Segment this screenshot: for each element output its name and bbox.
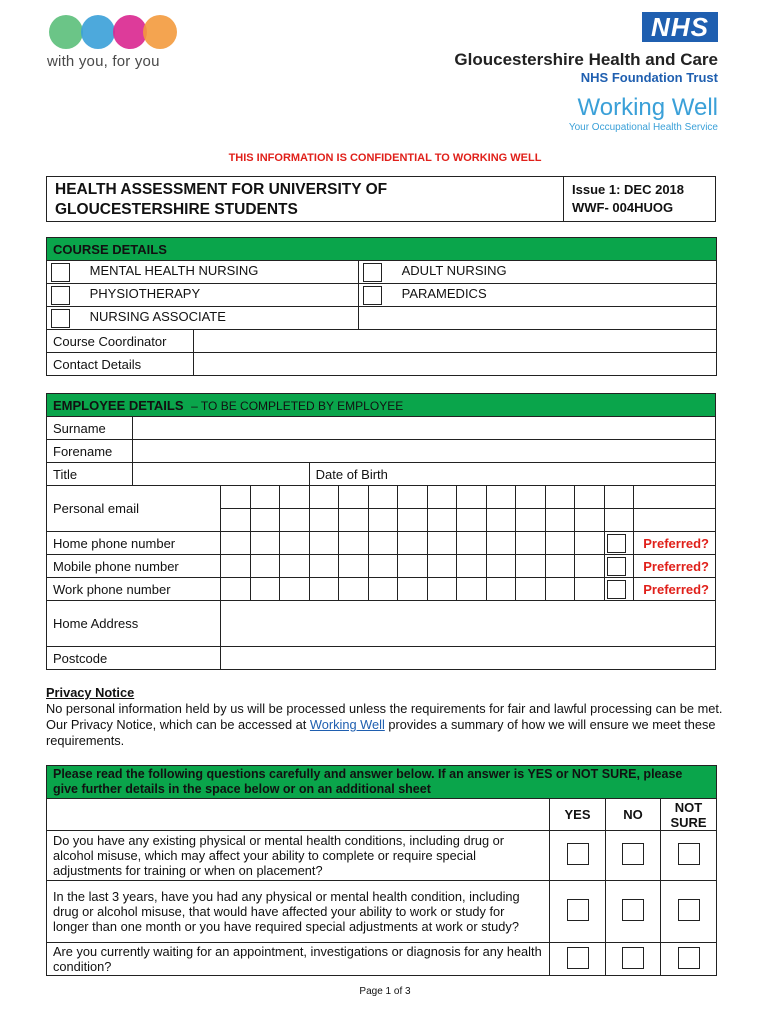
checkbox-q1-yes[interactable]: [567, 843, 589, 865]
home-address-label: Home Address: [47, 601, 221, 647]
email-char-cell[interactable]: [221, 509, 251, 532]
email-char-cell[interactable]: [250, 486, 280, 509]
phone-digit-cell[interactable]: [457, 578, 487, 601]
email-char-cell[interactable]: [516, 486, 546, 509]
nhs-logo: NHS: [642, 12, 718, 42]
course-option-label: PARAMEDICS: [401, 286, 487, 302]
employee-heading-label: EMPLOYEE DETAILS: [53, 397, 184, 413]
answer-cell-no: [606, 831, 661, 881]
answer-cell-no: [606, 943, 661, 976]
email-char-cell[interactable]: [545, 486, 575, 509]
email-char-cell[interactable]: [427, 486, 457, 509]
checkbox-q3-not-sure[interactable]: [678, 947, 700, 969]
phone-digit-cell[interactable]: [575, 555, 605, 578]
email-char-cell[interactable]: [309, 509, 339, 532]
surname-field[interactable]: [132, 417, 715, 440]
page-number: Page 1 of 3: [359, 986, 411, 997]
email-char-cell[interactable]: [486, 509, 516, 532]
phone-digit-cell[interactable]: [280, 555, 310, 578]
health-questions-table: [46, 765, 717, 976]
privacy-text-before: No personal information held by us will be processed unless the requirements for fair and lawful processing can be met. Our Privacy Notice, which can be accessed at: [46, 701, 723, 732]
phone-digit-cell[interactable]: [545, 578, 575, 601]
phone-digit-cell[interactable]: [486, 578, 516, 601]
privacy-text-after: provides a summary of how we will ensure we meet these requirements.: [46, 717, 716, 748]
mobile-phone-preferred-cell: [604, 555, 634, 578]
answer-cell-not-sure: [661, 943, 717, 976]
course-option-nursing-associate: [47, 307, 359, 330]
course-option-label: PHYSIOTHERAPY: [89, 286, 201, 302]
postcode-field[interactable]: [221, 647, 716, 670]
trust-name: NHS Foundation Trust: [580, 70, 718, 85]
email-char-cell[interactable]: [545, 509, 575, 532]
home-address-field[interactable]: [221, 601, 716, 647]
phone-digit-cell[interactable]: [575, 532, 605, 555]
working-well-link[interactable]: Working Well: [309, 717, 385, 732]
checkbox-work-preferred[interactable]: [607, 580, 626, 599]
answer-header-yes: YES: [550, 799, 606, 831]
phone-digit-cell[interactable]: [339, 578, 369, 601]
course-option-physiotherapy: [47, 284, 359, 307]
phone-digit-cell[interactable]: [250, 555, 280, 578]
forename-label: Forename: [47, 440, 133, 463]
contact-details-field[interactable]: [194, 353, 717, 376]
phone-digit-cell[interactable]: [516, 532, 546, 555]
employee-heading-sub: – TO BE COMPLETED BY EMPLOYEE: [191, 398, 404, 413]
answer-cell-no: [606, 881, 661, 943]
email-char-cell[interactable]: [280, 509, 310, 532]
home-phone-label: Home phone number: [47, 532, 221, 555]
question-text: In the last 3 years, have you had any physical or mental health condition, including drug or alcohol misuse, that would have affected your ability to work or study for longer than one month or you have required special adjustments at work or study?: [47, 881, 550, 943]
dob-label: Date of Birth: [309, 463, 427, 486]
phone-digit-cell[interactable]: [516, 555, 546, 578]
answer-cell-yes: [550, 831, 606, 881]
employee-details-table: [46, 393, 716, 670]
phone-digit-cell[interactable]: [221, 578, 251, 601]
question-text: Are you currently waiting for an appointment, investigations or diagnosis for any health condition?: [47, 943, 550, 976]
checkbox-nursing-associate[interactable]: [51, 309, 70, 328]
checkbox-q1-not-sure[interactable]: [678, 843, 700, 865]
answer-cell-not-sure: [661, 831, 717, 881]
form-title-line1: HEALTH ASSESSMENT FOR UNIVERSITY OF: [55, 181, 388, 198]
email-char-cell[interactable]: [221, 486, 251, 509]
phone-digit-cell[interactable]: [457, 555, 487, 578]
phone-digit-cell[interactable]: [575, 578, 605, 601]
mobile-phone-label: Mobile phone number: [47, 555, 221, 578]
checkbox-q3-yes[interactable]: [567, 947, 589, 969]
issue-label: Issue 1: DEC 2018: [572, 182, 685, 197]
org-name: Gloucestershire Health and Care: [454, 50, 718, 69]
email-char-cell[interactable]: [339, 486, 369, 509]
checkbox-q2-no[interactable]: [622, 899, 644, 921]
course-option-adult-nursing: [359, 261, 717, 284]
course-option-label: NURSING ASSOCIATE: [89, 309, 226, 325]
phone-digit-cell[interactable]: [250, 578, 280, 601]
mobile-phone-preferred-label: Preferred?: [634, 555, 716, 578]
email-char-cell[interactable]: [604, 486, 634, 509]
phone-digit-cell[interactable]: [457, 532, 487, 555]
work-phone-preferred-label: Preferred?: [634, 578, 716, 601]
email-char-cell[interactable]: [634, 509, 716, 532]
course-option-label: ADULT NURSING: [401, 263, 507, 279]
answer-header-not-sure: NOT SURE: [661, 799, 717, 831]
email-char-cell[interactable]: [309, 486, 339, 509]
email-char-cell[interactable]: [457, 509, 487, 532]
phone-digit-cell[interactable]: [280, 578, 310, 601]
phone-digit-cell[interactable]: [545, 532, 575, 555]
employee-details-heading: [47, 394, 716, 417]
phone-digit-cell[interactable]: [250, 532, 280, 555]
checkbox-adult-nursing[interactable]: [363, 263, 382, 282]
phone-digit-cell[interactable]: [221, 555, 251, 578]
answer-header-no: NO: [606, 799, 661, 831]
email-char-cell[interactable]: [398, 509, 428, 532]
dob-field[interactable]: [427, 463, 715, 486]
working-well-logo: Working Well: [577, 94, 718, 121]
questions-header-blank: [47, 799, 550, 831]
phone-digit-cell[interactable]: [398, 532, 428, 555]
email-char-cell[interactable]: [486, 486, 516, 509]
empty-cell: [359, 307, 717, 330]
email-char-cell[interactable]: [250, 509, 280, 532]
course-details-heading: COURSE DETAILS: [47, 238, 717, 261]
phone-digit-cell[interactable]: [339, 532, 369, 555]
phone-digit-cell[interactable]: [398, 555, 428, 578]
phone-digit-cell[interactable]: [545, 555, 575, 578]
course-details-table: [46, 237, 717, 376]
email-char-cell[interactable]: [457, 486, 487, 509]
form-title-line2: GLOUCESTERSHIRE STUDENTS: [55, 201, 298, 218]
checkbox-q1-no[interactable]: [622, 843, 644, 865]
personal-email-label: Personal email: [47, 486, 221, 532]
answer-cell-yes: [550, 943, 606, 976]
checkbox-physiotherapy[interactable]: [51, 286, 70, 305]
form-title-block: [46, 176, 716, 222]
phone-digit-cell[interactable]: [221, 532, 251, 555]
gloucestershire-dots-logo: [48, 14, 178, 50]
phone-digit-cell[interactable]: [339, 555, 369, 578]
phone-digit-cell[interactable]: [368, 555, 398, 578]
question-text: Do you have any existing physical or mental health conditions, including drug or alcohol misuse, which may affect your ability to complete or require special adjustments for training or when on placement?: [47, 831, 550, 881]
work-phone-preferred-cell: [604, 578, 634, 601]
checkbox-mobile-preferred[interactable]: [607, 557, 626, 576]
checkbox-q2-not-sure[interactable]: [678, 899, 700, 921]
email-char-cell[interactable]: [575, 509, 605, 532]
postcode-label: Postcode: [47, 647, 221, 670]
course-option-paramedics: [359, 284, 717, 307]
email-char-cell[interactable]: [339, 509, 369, 532]
checkbox-q3-no[interactable]: [622, 947, 644, 969]
surname-label: Surname: [47, 417, 133, 440]
course-coordinator-field[interactable]: [194, 330, 717, 353]
privacy-notice: [46, 685, 726, 749]
form-title: [47, 177, 564, 221]
home-phone-preferred-label: Preferred?: [634, 532, 716, 555]
phone-digit-cell[interactable]: [309, 532, 339, 555]
form-issue: [564, 177, 715, 221]
logo-dot-orange: [143, 15, 177, 49]
tagline: with you, for you: [47, 53, 160, 70]
answer-cell-not-sure: [661, 881, 717, 943]
checkbox-q2-yes[interactable]: [567, 899, 589, 921]
privacy-text: [46, 701, 726, 749]
privacy-heading: Privacy Notice: [46, 685, 135, 700]
phone-digit-cell[interactable]: [486, 532, 516, 555]
home-phone-preferred-cell: [604, 532, 634, 555]
phone-digit-cell[interactable]: [427, 532, 457, 555]
phone-digit-cell[interactable]: [280, 532, 310, 555]
forename-field[interactable]: [132, 440, 715, 463]
email-char-cell[interactable]: [280, 486, 310, 509]
answer-cell-yes: [550, 881, 606, 943]
working-well-subtitle: Your Occupational Health Service: [568, 122, 718, 133]
email-char-cell[interactable]: [368, 486, 398, 509]
phone-digit-cell[interactable]: [486, 555, 516, 578]
course-option-mental-health: [47, 261, 359, 284]
form-reference: WWF- 004HUOG: [572, 200, 674, 215]
email-char-cell[interactable]: [575, 486, 605, 509]
questions-instruction: Please read the following questions carefully and answer below. If an answer is YES or NOT SURE, please give further details in the space below or on an additional sheet: [47, 766, 717, 799]
title-label: Title: [47, 463, 133, 486]
phone-digit-cell[interactable]: [398, 578, 428, 601]
checkbox-paramedics[interactable]: [363, 286, 382, 305]
logo-dot-green: [49, 15, 83, 49]
logo-dot-pink: [113, 15, 147, 49]
contact-details-label: Contact Details: [47, 353, 194, 376]
email-char-cell[interactable]: [604, 509, 634, 532]
checkbox-home-preferred[interactable]: [607, 534, 626, 553]
work-phone-label: Work phone number: [47, 578, 221, 601]
phone-digit-cell[interactable]: [368, 578, 398, 601]
confidential-notice: THIS INFORMATION IS CONFIDENTIAL TO WORKING WELL: [228, 152, 542, 164]
phone-digit-cell[interactable]: [368, 532, 398, 555]
email-char-cell[interactable]: [516, 509, 546, 532]
phone-digit-cell[interactable]: [516, 578, 546, 601]
phone-digit-cell[interactable]: [309, 578, 339, 601]
course-option-label: MENTAL HEALTH NURSING: [89, 263, 259, 279]
email-char-cell[interactable]: [368, 509, 398, 532]
logo-dot-blue: [81, 15, 115, 49]
checkbox-mental-health[interactable]: [51, 263, 70, 282]
email-char-cell[interactable]: [427, 509, 457, 532]
phone-digit-cell[interactable]: [427, 555, 457, 578]
email-char-cell[interactable]: [398, 486, 428, 509]
phone-digit-cell[interactable]: [309, 555, 339, 578]
phone-digit-cell[interactable]: [427, 578, 457, 601]
title-field[interactable]: [132, 463, 309, 486]
email-char-cell[interactable]: [634, 486, 716, 509]
course-coordinator-label: Course Coordinator: [47, 330, 194, 353]
